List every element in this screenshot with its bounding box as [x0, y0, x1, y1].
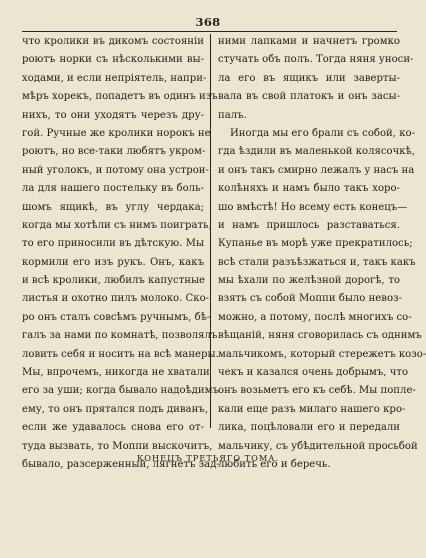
text-line: колѣняхъ и намъ было такъ хоро-	[218, 183, 400, 195]
text-line: что кролики въ дикомъ состояніи	[22, 36, 204, 47]
text-line: кормили его изъ рукъ. Онъ, какъ	[22, 256, 204, 268]
text-line: палъ.	[218, 109, 247, 121]
text-line: ро онъ сталъ совсѣмъ ручнымъ, бѣ-	[22, 311, 211, 323]
text-line: ходами, и если непріятель, напри-	[22, 72, 207, 84]
text-line: роютъ, но все-таки любятъ укром-	[22, 146, 206, 158]
right-text-column	[218, 33, 426, 474]
end-of-volume-note: КОНЕЦЪ ТРЕТЬЯГО ТОМА.	[136, 453, 280, 463]
text-line: вѣщаній, няня сговорилась съ однимъ	[218, 330, 422, 342]
header-rule	[22, 31, 397, 32]
text-line: галъ за нами по комнатѣ, позволялъ	[22, 330, 218, 342]
text-line: бывало, разсерженный, лягнетъ зад-	[22, 458, 220, 470]
text-line: кали еще разъ милаго нашего кро-	[218, 403, 406, 415]
text-line: можно, а потому, послѣ многихъ со-	[218, 311, 412, 323]
text-line: мальчику, съ убѣдительной просьбой	[218, 440, 418, 452]
text-line: вала въ свой платокъ и онъ засы-	[218, 91, 400, 103]
text-line: гда ѣздили въ маленькой колясочкѣ,	[218, 146, 415, 158]
text-line: ловить себя и носить на всѣ манеры.	[22, 348, 219, 360]
text-line: ла его въ ящикъ или заверты-	[218, 72, 400, 84]
text-line: мы ѣхали по желѣзной дорогѣ, то	[218, 275, 400, 287]
text-line: и всѣ кролики, любилъ капустные	[22, 275, 206, 287]
text-line: стучать объ полъ. Тогда няня уноси-	[218, 54, 414, 66]
text-line: и онъ такъ смирно лежалъ у насъ на	[218, 164, 415, 176]
text-line: если же удавалось снова его от-	[22, 422, 204, 434]
text-line: ла для нашего постельку въ боль-	[22, 183, 204, 195]
text-line: роютъ норки съ нѣсколькими вы-	[22, 54, 204, 66]
text-line: нихъ, то они уходятъ черезъ дру-	[22, 109, 204, 121]
text-line: Купанье въ морѣ уже прекратилось;	[218, 238, 413, 250]
text-line: листья и охотно пилъ молоко. Ско-	[22, 293, 210, 305]
text-line: гой. Ручные же кролики норокъ не	[22, 127, 211, 139]
text-line: когда мы хотѣли съ нимъ поиграть,	[22, 219, 212, 231]
text-line: онъ возьметъ его къ себѣ. Мы попле-	[218, 385, 416, 397]
text-line: туда вызвать, то Моппи выскочитъ,	[22, 440, 213, 452]
text-line: шомъ ящикѣ, въ углу чердака;	[22, 201, 204, 213]
text-line: всѣ стали разъѣзжаться и, такъ какъ	[218, 256, 416, 268]
text-line: его за уши; когда бывало надоѣдимъ	[22, 385, 219, 397]
text-line: взять съ собой Моппи было невоз-	[218, 293, 402, 305]
text-line: Иногда мы его брали съ собой, ко-	[230, 127, 415, 139]
text-line: любить его и беречь.	[218, 458, 331, 470]
text-line: и намъ пришлось разставаться.	[218, 219, 400, 231]
page-number: 368	[195, 15, 221, 29]
text-line: ему, то онъ прятался подъ диванъ,	[22, 403, 208, 415]
text-line: чекъ и казался очень добрымъ, что	[218, 367, 409, 379]
text-line: шо вмѣстѣ! Но всему есть конецъ—	[218, 201, 408, 213]
text-line: Мы, впрочемъ, никогда не хватали	[22, 367, 210, 379]
text-line: то его приносили въ дѣтскую. Мы	[22, 238, 204, 250]
text-line: лика, поцѣловали его и передали	[218, 422, 400, 434]
text-line: мальчикомъ, который стережетъ козо-	[218, 348, 426, 360]
text-line: мѣръ хорекъ, попадетъ въ одинъ изъ	[22, 91, 218, 103]
text-line: ный уголокъ, и потому она устрои-	[22, 164, 209, 176]
text-line: ними лапками и начнетъ громко	[218, 36, 400, 47]
